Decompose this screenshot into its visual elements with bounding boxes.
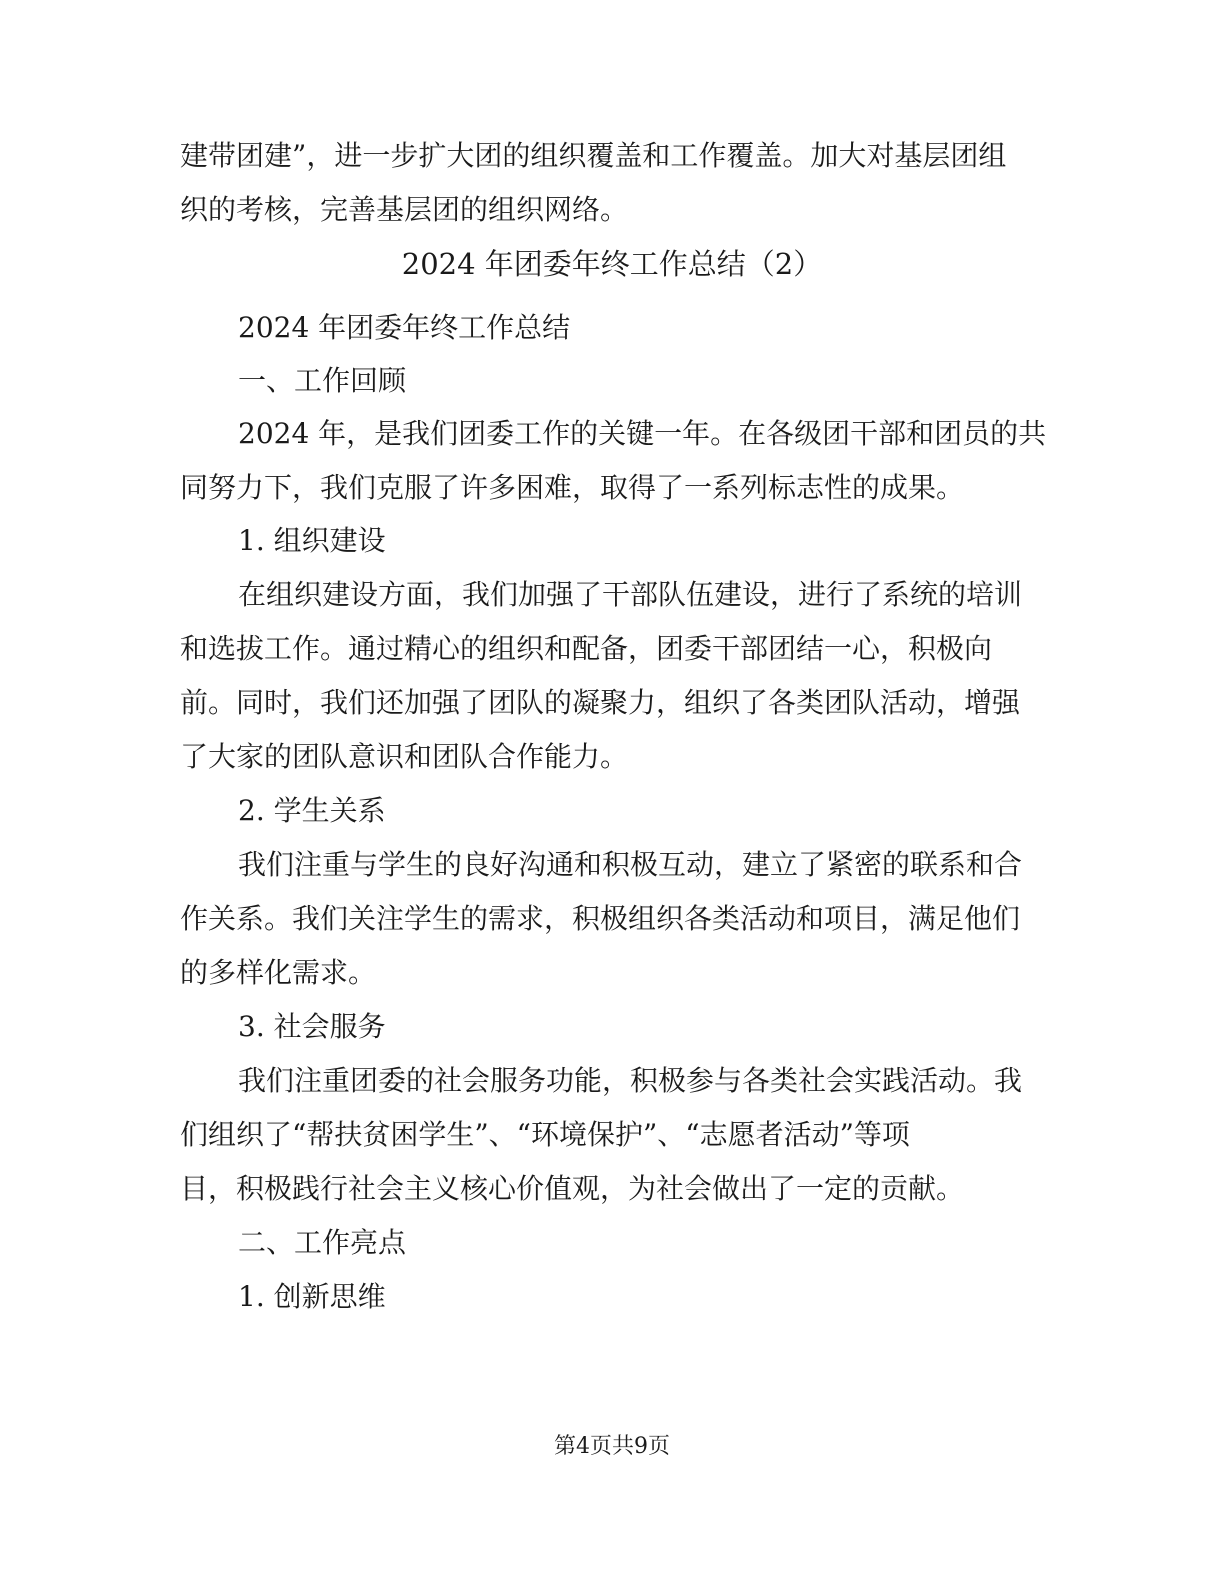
subheading-social-service: 3. 社会服务	[238, 1010, 386, 1043]
text-line: 目，积极践行社会主义核心价值观，为社会做出了一定的贡献。	[180, 1172, 965, 1205]
text-line: 在组织建设方面，我们加强了干部队伍建设，进行了系统的培训	[238, 578, 1023, 611]
text-line: 同努力下，我们克服了许多困难，取得了一系列标志性的成果。	[180, 471, 965, 504]
text-line: 我们注重团委的社会服务功能，积极参与各类社会实践活动。我	[238, 1064, 1023, 1097]
text-line: 织的考核，完善基层团的组织网络。	[180, 193, 629, 226]
text-line: 建带团建”，进一步扩大团的组织覆盖和工作覆盖。加大对基层团组	[180, 139, 1007, 172]
page-number-footer: 第4页共9页	[554, 1434, 670, 1459]
text-line: 前。同时，我们还加强了团队的凝聚力，组织了各类团队活动，增强	[180, 686, 1021, 719]
heading-work-highlights: 二、工作亮点	[238, 1226, 407, 1259]
text-line: 们组织了“帮扶贫困学生”、“环境保护”、“志愿者活动”等项	[180, 1118, 910, 1151]
document-subtitle: 2024 年团委年终工作总结	[238, 311, 571, 344]
text-line: 了大家的团队意识和团队合作能力。	[180, 740, 629, 773]
subheading-student-relations: 2. 学生关系	[238, 794, 386, 827]
text-line: 2024 年，是我们团委工作的关键一年。在各级团干部和团员的共	[238, 417, 1047, 450]
section-title: 2024 年团委年终工作总结（2）	[401, 247, 823, 281]
heading-work-review: 一、工作回顾	[238, 364, 407, 397]
text-line: 作关系。我们关注学生的需求，积极组织各类活动和项目，满足他们	[180, 902, 1021, 935]
subheading-organization: 1. 组织建设	[238, 524, 386, 557]
text-line: 的多样化需求。	[180, 956, 377, 989]
subheading-innovative-thinking: 1. 创新思维	[238, 1280, 386, 1313]
text-line: 我们注重与学生的良好沟通和积极互动，建立了紧密的联系和合	[238, 848, 1023, 881]
text-line: 和选拔工作。通过精心的组织和配备，团委干部团结一心，积极向	[180, 632, 993, 665]
